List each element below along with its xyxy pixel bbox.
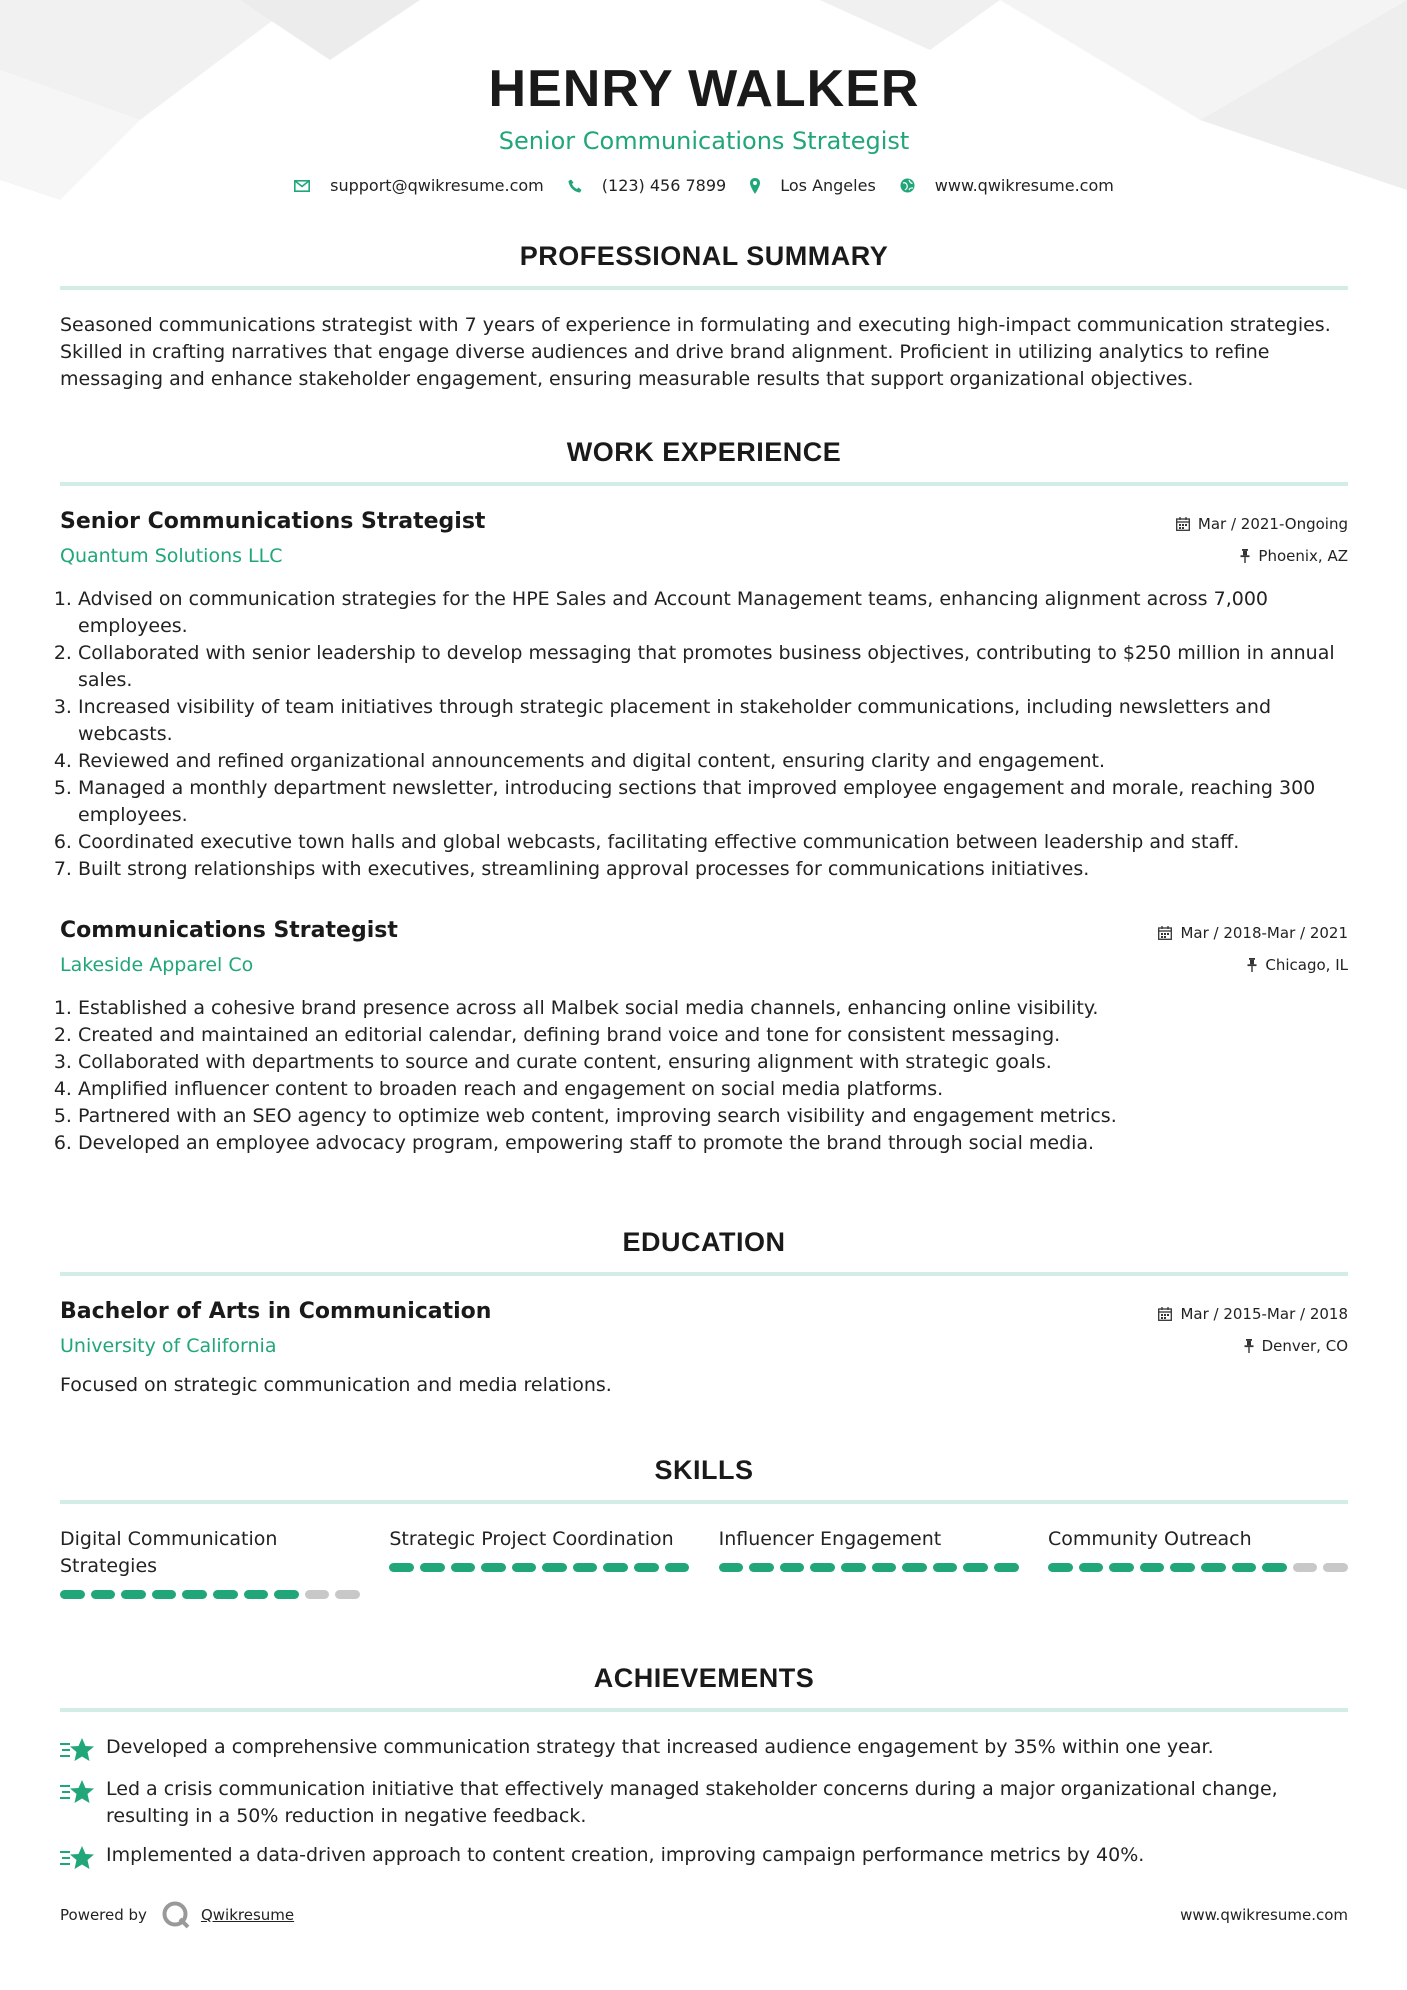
summary-heading: PROFESSIONAL SUMMARY (60, 241, 1348, 290)
list-item: 2. Created and maintained an editorial calendar, defining brand voice and tone for consistent messaging. (78, 1022, 1348, 1049)
skill-level-segment (780, 1563, 805, 1572)
shooting-star-icon (60, 1844, 96, 1872)
powered-by (60, 1900, 294, 1930)
skill-level-segment (1293, 1563, 1318, 1572)
list-item: 3. Collaborated with departments to source and curate content, ensuring alignment with strategic goals. (78, 1049, 1348, 1076)
job-bullets (60, 995, 1348, 1157)
globe-icon (900, 178, 915, 193)
skill-level-segment (1140, 1563, 1165, 1572)
job-title: Communications Strategist (60, 918, 398, 943)
achievements-section (60, 1663, 1348, 1872)
skill-level-segment (389, 1563, 414, 1572)
job-company: Quantum Solutions LLC (60, 545, 283, 567)
achievements-heading: ACHIEVEMENTS (60, 1663, 1348, 1712)
skills-section (60, 1455, 1348, 1599)
skill-level-segment (1079, 1563, 1104, 1572)
skill-level-segment (91, 1590, 116, 1599)
skill-level-segment (994, 1563, 1019, 1572)
skill-level-segment (573, 1563, 598, 1572)
skill-level-segment (1232, 1563, 1257, 1572)
job-title: Senior Communications Strategist (60, 509, 486, 534)
list-item: 4. Reviewed and refined organizational announcements and digital content, ensuring clarity and engagement. (78, 748, 1348, 775)
skill-item (719, 1526, 1019, 1599)
powered-by-label: Powered by (60, 1906, 147, 1924)
calendar-icon (1176, 517, 1190, 531)
skill-level-segment (152, 1590, 177, 1599)
job-entry (60, 508, 1348, 883)
skill-level-segment (1201, 1563, 1226, 1572)
achievements-list (60, 1734, 1348, 1872)
achievement-item (60, 1842, 1348, 1872)
job-location: Phoenix, AZ (1258, 547, 1348, 565)
skill-level-bar (389, 1563, 689, 1572)
envelope-icon (294, 180, 310, 192)
shooting-star-icon (60, 1778, 96, 1806)
skill-level-segment (603, 1563, 628, 1572)
skill-level-segment (1262, 1563, 1287, 1572)
skill-level-segment (933, 1563, 958, 1572)
skill-level-segment (213, 1590, 238, 1599)
list-item: 6. Coordinated executive town halls and global webcasts, facilitating effective communication between leadership and staff. (78, 829, 1348, 856)
job-location: Chicago, IL (1265, 956, 1348, 974)
contact-email[interactable] (294, 176, 544, 195)
pushpin-icon (1247, 958, 1257, 972)
skill-level-segment (182, 1590, 207, 1599)
education-dates: Mar / 2015-Mar / 2018 (1180, 1305, 1348, 1323)
list-item: 1. Established a cohesive brand presence across all Malbek social media channels, enhancing online visibility. (78, 995, 1348, 1022)
list-item: 5. Partnered with an SEO agency to optimize web content, improving search visibility and engagement metrics. (78, 1103, 1348, 1130)
job-dates: Mar / 2018-Mar / 2021 (1180, 924, 1348, 942)
candidate-title: Senior Communications Strategist (498, 127, 910, 155)
qwikresume-logo-icon (161, 1900, 191, 1930)
achievement-text: Led a crisis communication initiative that effectively managed stakeholder concerns during a major organizational change, resulting in a 50% reduction in negative feedback. (106, 1778, 1278, 1827)
contact-phone[interactable] (568, 176, 726, 195)
job-dates: Mar / 2021-Ongoing (1197, 515, 1348, 533)
skills-heading: SKILLS (60, 1455, 1348, 1504)
skill-level-segment (749, 1563, 774, 1572)
skill-level-segment (1048, 1563, 1073, 1572)
skill-level-segment (963, 1563, 988, 1572)
skill-level-segment (60, 1590, 85, 1599)
calendar-icon (1158, 1307, 1172, 1321)
pushpin-icon (1244, 1339, 1254, 1353)
skill-name: Community Outreach (1047, 1528, 1252, 1550)
skill-level-segment (542, 1563, 567, 1572)
website-text: www.qwikresume.com (934, 176, 1114, 195)
skill-item (389, 1526, 689, 1599)
list-item: 6. Developed an employee advocacy program, empowering staff to promote the brand through social media. (78, 1130, 1348, 1157)
job-bullets (60, 586, 1348, 883)
skill-level-segment (1323, 1563, 1348, 1572)
skill-level-segment (634, 1563, 659, 1572)
summary-text: Seasoned communications strategist with 7 years of experience in formulating and executing high-impact communication strategies. Skilled in crafting narratives that engage diverse audiences and drive brand alignment. Proficient in utilizing analytics to refine messaging and enhance stakeholder engagement, ensuring measurable results that support organizational objectives. (60, 314, 1331, 390)
skill-level-segment (512, 1563, 537, 1572)
job-entry (60, 917, 1348, 1157)
achievement-item (60, 1776, 1348, 1830)
skill-level-segment (481, 1563, 506, 1572)
skill-level-segment (1109, 1563, 1134, 1572)
skill-level-segment (305, 1590, 330, 1599)
education-entry (60, 1298, 1348, 1399)
list-item: 4. Amplified influencer content to broaden reach and engagement on social media platforms. (78, 1076, 1348, 1103)
skill-level-segment (335, 1590, 360, 1599)
list-item: 5. Managed a monthly department newsletter, introducing sections that improved employee engagement and morale, reaching 300 employees. (78, 775, 1348, 829)
skill-level-segment (1170, 1563, 1195, 1572)
qwikresume-link[interactable]: Qwikresume (200, 1906, 295, 1924)
skill-name: Influencer Engagement (718, 1528, 942, 1550)
job-meta (1158, 917, 1348, 981)
list-item: 3. Increased visibility of team initiatives through strategic placement in stakeholder communications, including newsletters and webcasts. (78, 694, 1348, 748)
skills-grid (60, 1526, 1348, 1599)
skill-level-segment (902, 1563, 927, 1572)
pushpin-icon (1240, 549, 1250, 563)
list-item: 1. Advised on communication strategies for the HPE Sales and Account Management teams, enhancing alignment across 7,000 employees. (78, 586, 1348, 640)
phone-text: (123) 456 7899 (601, 176, 727, 195)
summary-section (60, 241, 1348, 393)
contact-bar (60, 176, 1348, 195)
skill-item (1048, 1526, 1348, 1599)
skill-level-segment (665, 1563, 690, 1572)
footer-website[interactable]: www.qwikresume.com (1180, 1906, 1348, 1924)
experience-section (60, 437, 1348, 1157)
list-item: 2. Collaborated with senior leadership to develop messaging that promotes business objectives, contributing to $250 million in annual sales. (78, 640, 1348, 694)
skill-level-segment (244, 1590, 269, 1599)
skill-level-bar (60, 1590, 360, 1599)
shooting-star-icon (60, 1736, 96, 1764)
achievement-text: Developed a comprehensive communication strategy that increased audience engagement by 35% within one year. (106, 1736, 1214, 1758)
skill-name: Strategic Project Coordination (389, 1528, 674, 1550)
page-footer (60, 1900, 1348, 1930)
skill-level-segment (810, 1563, 835, 1572)
job-company: Lakeside Apparel Co (60, 954, 254, 976)
skill-name: Digital Communication Strategies (60, 1528, 278, 1577)
contact-location (750, 176, 876, 195)
skill-level-segment (719, 1563, 744, 1572)
achievement-item (60, 1734, 1348, 1764)
experience-heading: WORK EXPERIENCE (60, 437, 1348, 486)
education-location: Denver, CO (1261, 1337, 1348, 1355)
education-section (60, 1227, 1348, 1399)
degree-title: Bachelor of Arts in Communication (60, 1299, 492, 1324)
skill-level-bar (719, 1563, 1019, 1572)
list-item: 7. Built strong relationships with executives, streamlining approval processes for communications initiatives. (78, 856, 1348, 883)
education-heading: EDUCATION (60, 1227, 1348, 1276)
school-name: University of California (60, 1335, 277, 1357)
email-text: support@qwikresume.com (330, 176, 544, 195)
education-description: Focused on strategic communication and media relations. (60, 1374, 612, 1396)
education-meta (1158, 1298, 1348, 1362)
calendar-icon (1158, 926, 1172, 940)
phone-icon (568, 179, 582, 193)
skill-level-bar (1048, 1563, 1348, 1572)
skill-level-segment (841, 1563, 866, 1572)
job-meta (1176, 508, 1348, 572)
map-pin-icon (750, 178, 760, 194)
skill-level-segment (121, 1590, 146, 1599)
contact-website[interactable] (900, 176, 1114, 195)
resume-page (60, 0, 1348, 1884)
skill-level-segment (451, 1563, 476, 1572)
candidate-name: HENRY WALKER (488, 60, 920, 118)
location-text: Los Angeles (780, 176, 876, 195)
achievement-text: Implemented a data-driven approach to content creation, improving campaign performance metrics by 40%. (106, 1844, 1145, 1866)
skill-item (60, 1526, 360, 1599)
resume-header (60, 0, 1348, 195)
skill-level-segment (274, 1590, 299, 1599)
skill-level-segment (420, 1563, 445, 1572)
skill-level-segment (872, 1563, 897, 1572)
